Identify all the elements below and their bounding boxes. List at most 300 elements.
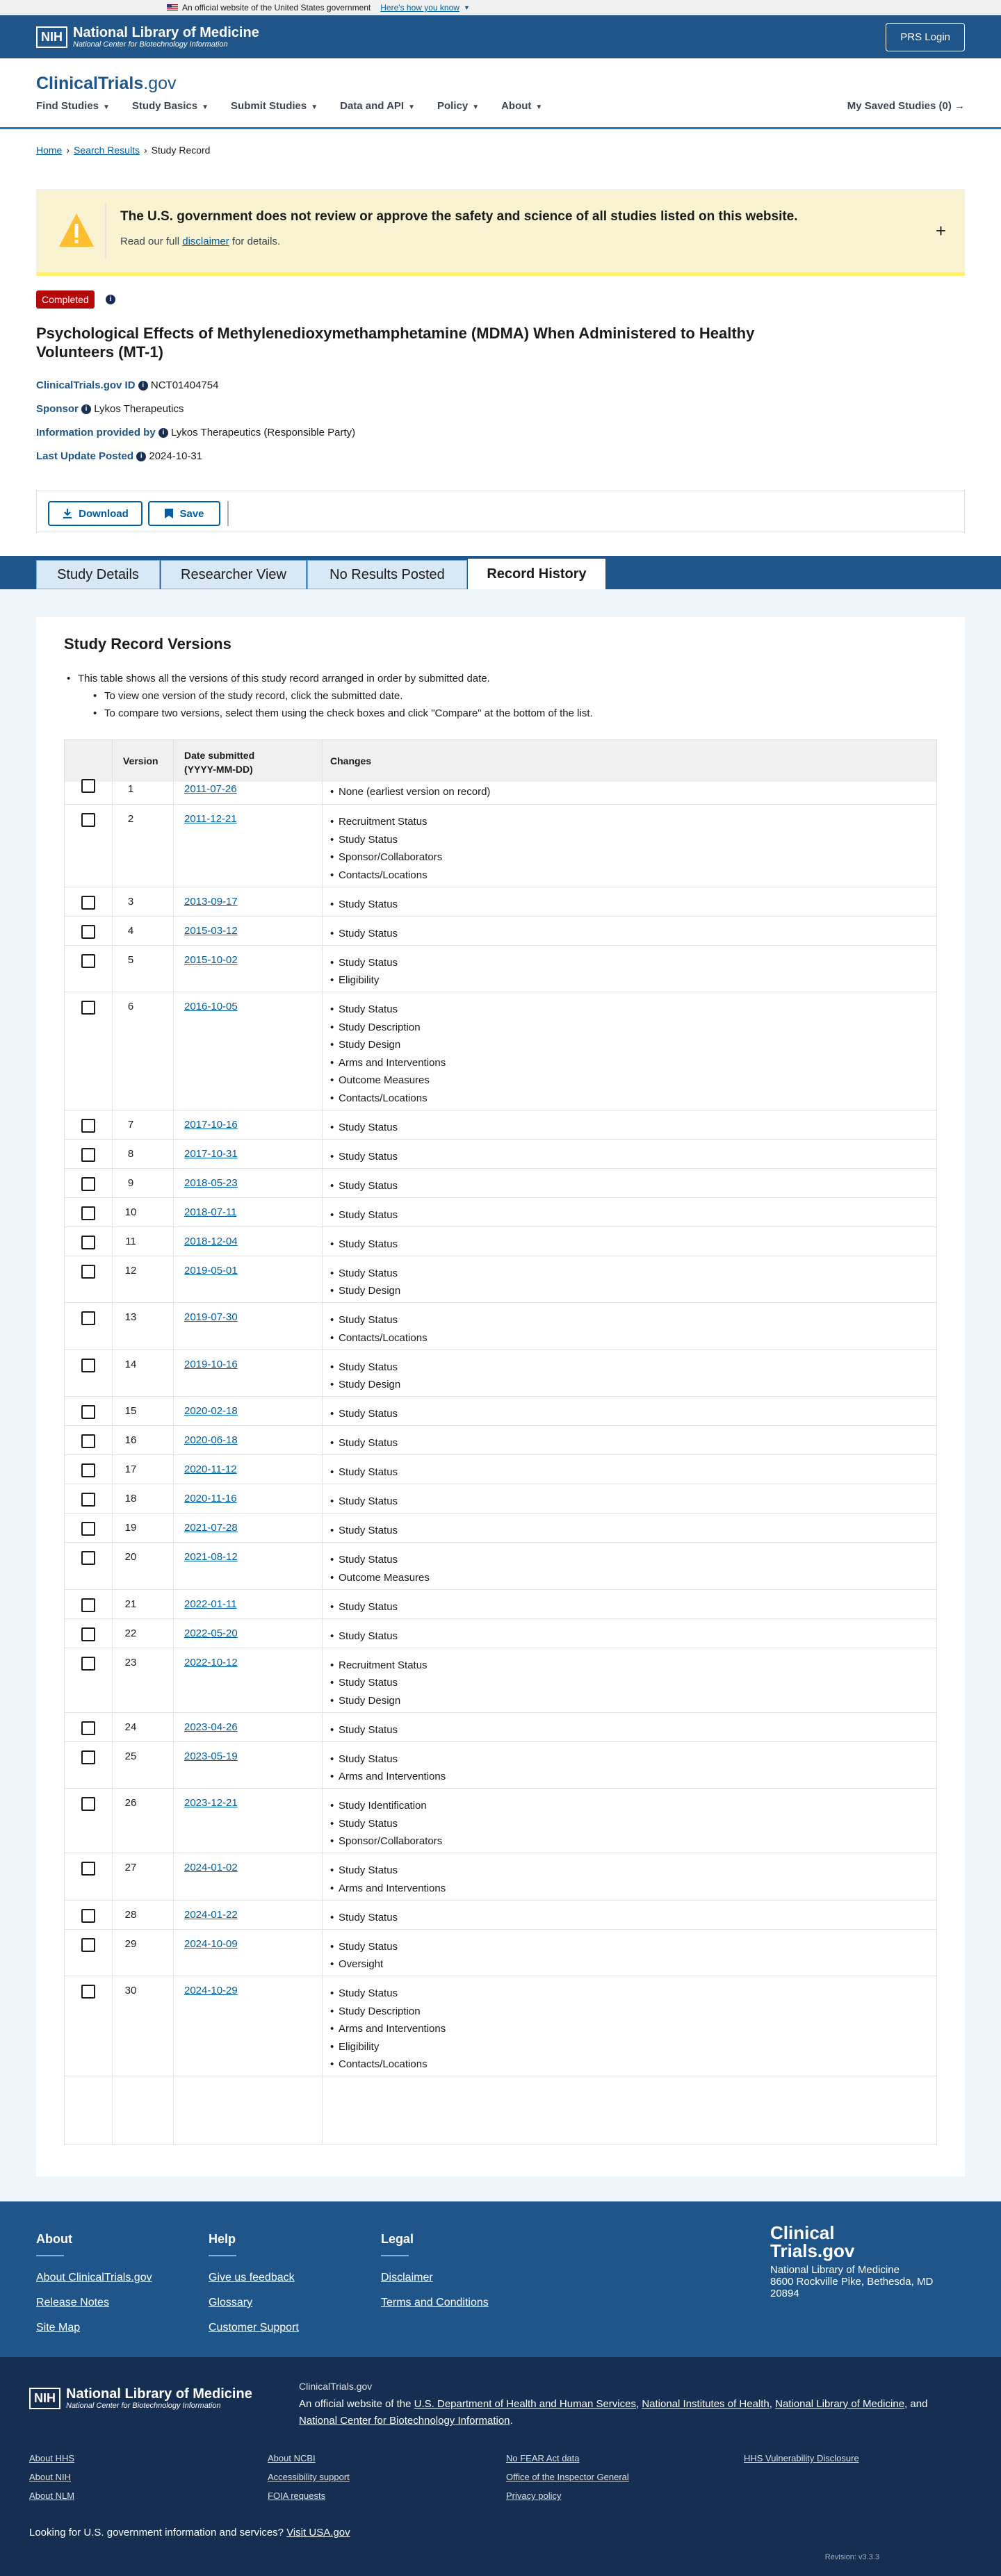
change-item: • Study Status	[330, 1627, 398, 1646]
saved-label: My Saved Studies (0)	[847, 100, 952, 112]
changes-list	[330, 896, 398, 914]
version-checkbox[interactable]	[81, 1265, 95, 1279]
version-date-link[interactable]: 2020-06-18	[184, 1434, 238, 1446]
meta-sponsor-label: Sponsor	[36, 403, 79, 415]
record-history-panel	[36, 617, 965, 2176]
version-checkbox[interactable]	[81, 1985, 95, 1999]
change-item: • Study Status	[330, 1001, 446, 1019]
breadcrumb-search-results[interactable]: Search Results	[74, 145, 140, 156]
version-number: 16	[124, 1434, 137, 1446]
footer-link[interactable]: Glossary	[209, 2297, 253, 2308]
version-checkbox[interactable]	[81, 1522, 95, 1536]
table-row	[65, 782, 937, 805]
version-checkbox[interactable]	[81, 925, 95, 939]
version-date-link[interactable]: 2022-05-20	[184, 1627, 238, 1639]
table-row	[65, 1110, 937, 1140]
version-date-link[interactable]: 2011-12-21	[184, 813, 237, 825]
version-checkbox[interactable]	[81, 1493, 95, 1507]
version-date-link[interactable]: 2023-05-19	[184, 1750, 238, 1762]
nlm-logo[interactable]	[36, 25, 259, 49]
table-row	[65, 1513, 937, 1543]
version-date-link[interactable]: 2018-07-11	[184, 1206, 237, 1218]
version-checkbox[interactable]	[81, 779, 95, 793]
save-label: Save	[179, 507, 204, 520]
change-item: • Study Status	[330, 1522, 398, 1540]
nlm-subtitle: National Center for Biotechnology Information	[73, 40, 228, 49]
table-header	[65, 740, 937, 782]
version-number: 4	[127, 924, 134, 937]
my-saved-studies-link[interactable]	[847, 100, 965, 112]
col-date-line2: (YYYY-MM-DD)	[184, 764, 253, 775]
footer-link[interactable]: About NLM	[29, 2491, 75, 2501]
version-checkbox[interactable]	[81, 1627, 95, 1641]
footer-heading: About	[36, 2232, 72, 2246]
changes-list	[330, 925, 398, 943]
footer-link[interactable]: Disclaimer	[381, 2272, 433, 2283]
change-item: • Study Status	[330, 831, 442, 849]
version-number: 9	[127, 1176, 134, 1189]
download-icon	[62, 508, 73, 519]
chevron-right-icon: ›	[66, 145, 70, 156]
site-logo[interactable]	[36, 74, 177, 94]
change-item: • Study Status	[330, 1434, 398, 1452]
change-item: • Study Design	[330, 1036, 446, 1054]
footer-link[interactable]: About ClinicalTrials.gov	[36, 2272, 152, 2283]
address-line: 20894	[770, 2288, 799, 2299]
version-checkbox[interactable]	[81, 1721, 95, 1735]
info-icon[interactable]: i	[136, 452, 146, 461]
nav-label: Policy	[437, 100, 469, 112]
table-row	[65, 1169, 937, 1198]
meta-update-value: 2024-10-31	[149, 450, 203, 462]
version-date-link[interactable]: 2023-04-26	[184, 1721, 238, 1733]
changes-list	[330, 1265, 400, 1300]
change-item: • Study Status	[330, 896, 398, 914]
nav-label: Study Basics	[131, 100, 198, 112]
tab-record-history[interactable]: Record History	[468, 559, 605, 589]
version-number: 12	[124, 1264, 137, 1277]
change-item: • Study Status	[330, 1359, 400, 1377]
instruction-item: • To view one version of the study record, click the submitted date.	[90, 687, 593, 705]
site-title-prefix: ClinicalTrials	[36, 74, 144, 93]
nav-label: Data and API	[340, 100, 405, 112]
version-date-link[interactable]: 2023-12-21	[184, 1797, 238, 1809]
footer-logo-line2: Trials.gov	[770, 2240, 855, 2261]
version-number: 2	[127, 813, 134, 825]
us-flag-icon	[167, 4, 178, 11]
change-item: • Study Status	[330, 1463, 398, 1482]
version-number: 15	[124, 1405, 137, 1417]
changes-list	[330, 1148, 398, 1166]
table-row	[65, 1976, 937, 2076]
version-checkbox[interactable]	[81, 1001, 95, 1015]
version-number: 6	[127, 1001, 134, 1012]
warning-icon	[58, 212, 95, 248]
version-number: 30	[124, 1985, 137, 1996]
change-item: • Study Description	[330, 1019, 446, 1037]
footer-heading: Legal	[381, 2232, 414, 2246]
table-row	[65, 1713, 937, 1742]
change-item: • Study Status	[330, 1909, 398, 1927]
meta-id-label: ClinicalTrials.gov ID	[36, 379, 136, 391]
nav-label: About	[501, 100, 532, 112]
chevron-down-icon: ▼	[103, 104, 110, 111]
meta-sponsor-value: Lykos Therapeutics	[94, 403, 184, 415]
table-row	[65, 1198, 937, 1227]
version-date-link[interactable]: 2013-09-17	[184, 895, 238, 908]
chevron-right-icon: ›	[143, 145, 147, 156]
footer-link[interactable]: Office of the Inspector General	[506, 2472, 629, 2482]
table-row	[65, 992, 937, 1110]
nav-study-basics[interactable]	[132, 100, 209, 112]
change-item: • Outcome Measures	[330, 1569, 430, 1587]
version-number: 18	[124, 1493, 137, 1504]
change-item: • Study Status	[330, 1815, 442, 1833]
main-nav	[36, 100, 542, 112]
meta-id	[36, 379, 218, 391]
change-item: • Contacts/Locations	[330, 1329, 428, 1347]
nlm-footer-col1	[29, 2453, 74, 2509]
nlm-footer-title: National Library of Medicine	[66, 2386, 252, 2402]
version-date-link[interactable]: 2017-10-31	[184, 1147, 238, 1160]
changes-list	[330, 1909, 398, 1927]
version-date-link[interactable]: 2018-12-04	[184, 1235, 238, 1247]
version-number: 26	[124, 1797, 137, 1809]
table-row	[65, 1543, 937, 1590]
table-row	[65, 1619, 937, 1648]
version-date-link[interactable]: 2022-01-11	[184, 1598, 237, 1610]
footer-help	[209, 2232, 299, 2347]
nlm-bar	[0, 15, 1001, 58]
version-number: 22	[124, 1627, 137, 1639]
table-row	[65, 1789, 937, 1853]
version-date-link[interactable]: 2019-07-30	[184, 1311, 238, 1323]
footer-link[interactable]: Privacy policy	[506, 2491, 562, 2501]
info-icon[interactable]: i	[81, 404, 91, 414]
table-row	[65, 1648, 937, 1713]
version-date-link[interactable]: 2020-02-18	[184, 1405, 238, 1417]
prs-login-button[interactable]: PRS Login	[886, 23, 965, 51]
nlm-footer-col2	[268, 2453, 350, 2509]
disclaimer-link[interactable]: disclaimer	[182, 236, 229, 247]
hhs-link[interactable]: U.S. Department of Health and Human Services	[414, 2398, 636, 2410]
nih-logo-icon: NIH	[36, 26, 67, 48]
change-item: • Study Status	[330, 1674, 428, 1692]
nav-label: Submit Studies	[231, 100, 307, 112]
tab-no-results-posted[interactable]: No Results Posted	[307, 560, 467, 589]
version-date-link[interactable]: 2020-11-16	[184, 1493, 237, 1504]
footer-link[interactable]: FOIA requests	[268, 2491, 326, 2501]
version-date-link[interactable]: 2021-07-28	[184, 1522, 238, 1534]
version-number: 21	[124, 1598, 137, 1610]
looking-text: Looking for U.S. government information and services?	[29, 2527, 284, 2538]
version-checkbox[interactable]	[81, 1236, 95, 1249]
nlm-footer-col3	[506, 2453, 629, 2509]
changes-list	[330, 1311, 428, 1347]
version-checkbox[interactable]	[81, 1657, 95, 1671]
nlm-footer-desc: An official website of the U.S. Department of Health and Human Services, National Institutes of Health, National Library of Medicine, and National Center for Biotechnology Information.	[299, 2398, 928, 2427]
nav-label: Find Studies	[36, 100, 99, 112]
changes-list	[330, 1985, 446, 2074]
footer-heading: Help	[209, 2232, 236, 2246]
alert-text	[120, 236, 280, 247]
save-button[interactable]	[148, 501, 220, 526]
version-checkbox[interactable]	[81, 1359, 95, 1372]
meta-update	[36, 450, 202, 462]
table-row	[65, 1742, 937, 1789]
site-header	[0, 58, 1001, 129]
version-number: 19	[124, 1522, 137, 1534]
col-date	[184, 748, 254, 776]
changes-list	[330, 954, 398, 990]
version-date-link[interactable]: 2024-10-29	[184, 1985, 238, 1996]
heres-how-link[interactable]: Here's how you know	[380, 3, 459, 13]
footer-link[interactable]: No FEAR Act data	[506, 2453, 580, 2463]
version-date-link[interactable]: 2016-10-05	[184, 1001, 238, 1012]
version-date-link[interactable]: 2019-05-01	[184, 1264, 238, 1277]
version-date-link[interactable]: 2024-10-09	[184, 1937, 238, 1950]
expand-plus-icon[interactable]: +	[935, 220, 946, 241]
nih-link[interactable]: National Institutes of Health	[642, 2398, 770, 2410]
footer-link[interactable]: Terms and Conditions	[381, 2297, 489, 2308]
changes-list	[330, 1551, 430, 1586]
table-row	[65, 1397, 937, 1426]
nav-submit-studies[interactable]	[231, 100, 318, 112]
version-number: 13	[124, 1311, 137, 1323]
table-row	[65, 917, 937, 946]
change-item: • Study Design	[330, 1376, 400, 1394]
versions-table	[64, 739, 937, 2144]
looking-for-info	[29, 2527, 350, 2538]
table-row	[65, 1426, 937, 1455]
changes-list	[330, 1001, 446, 1107]
status-badge: Completed	[36, 290, 95, 309]
table-row	[65, 1484, 937, 1513]
ncbi-link[interactable]: National Center for Biotechnology Information	[299, 2415, 510, 2427]
change-item: • Study Status	[330, 925, 398, 943]
footer-link[interactable]: About NCBI	[268, 2453, 316, 2463]
change-item: • Oversight	[330, 1955, 398, 1974]
bookmark-icon	[164, 508, 174, 519]
instruction-item: • To compare two versions, select them using the check boxes and click "Compare" at the bottom of the list.	[90, 705, 593, 722]
version-checkbox[interactable]	[81, 1148, 95, 1162]
record-versions-title: Study Record Versions	[64, 635, 231, 653]
change-item: • Study Status	[330, 1862, 446, 1880]
version-checkbox[interactable]	[81, 1119, 95, 1133]
change-item: • Contacts/Locations	[330, 867, 442, 885]
footer-link[interactable]: Customer Support	[209, 2322, 299, 2333]
table-row	[65, 1256, 937, 1304]
version-checkbox[interactable]	[81, 1598, 95, 1612]
version-checkbox[interactable]	[81, 1909, 95, 1923]
nav-find-studies[interactable]	[36, 100, 110, 112]
footer-link[interactable]: Release Notes	[36, 2297, 109, 2308]
version-number: 10	[124, 1206, 137, 1218]
address-line: 8600 Rockville Pike, Bethesda, MD	[770, 2276, 934, 2288]
download-label: Download	[79, 507, 129, 520]
meta-sponsor	[36, 403, 184, 415]
breadcrumb-home[interactable]: Home	[36, 145, 63, 156]
table-row	[65, 887, 937, 917]
revision-label: Revision: v3.3.3	[824, 2553, 879, 2561]
change-item: • Study Status	[330, 1206, 398, 1224]
nav-about[interactable]	[501, 100, 542, 112]
table-row	[65, 1901, 937, 1930]
nlm-link[interactable]: National Library of Medicine	[775, 2398, 905, 2410]
change-item: • Study Status	[330, 1938, 398, 1956]
table-row	[65, 1140, 937, 1169]
version-checkbox[interactable]	[81, 1862, 95, 1876]
version-checkbox[interactable]	[81, 1177, 95, 1191]
footer-link[interactable]: About NIH	[29, 2472, 71, 2482]
version-number: 17	[124, 1463, 137, 1475]
change-item: • Arms and Interventions	[330, 1054, 446, 1072]
version-date-link[interactable]: 2024-01-22	[184, 1908, 238, 1921]
change-item: • Study Status	[330, 1551, 430, 1569]
version-number: 24	[124, 1721, 137, 1733]
table-row	[65, 946, 937, 993]
footer-link[interactable]: HHS Vulnerability Disclosure	[744, 2453, 859, 2463]
change-item: • Sponsor/Collaborators	[330, 1832, 442, 1851]
version-date-link[interactable]: 2015-10-02	[184, 953, 238, 966]
change-item: • Outcome Measures	[330, 1072, 446, 1090]
version-date-link[interactable]: 2019-10-16	[184, 1358, 238, 1370]
change-item: • Study Design	[330, 1692, 428, 1710]
change-item: • Arms and Interventions	[330, 2020, 446, 2038]
footer-link[interactable]: Site Map	[36, 2322, 81, 2333]
changes-list	[330, 1119, 398, 1137]
version-checkbox[interactable]	[81, 1311, 95, 1325]
tab-researcher-view[interactable]: Researcher View	[161, 560, 307, 589]
alert-divider	[105, 204, 106, 259]
footer-ct-logo[interactable]	[770, 2224, 854, 2260]
changes-list	[330, 1657, 428, 1710]
version-checkbox[interactable]	[81, 1750, 95, 1764]
instruction-item: • This table shows all the versions of this study record arranged in order by submitted date.	[64, 670, 593, 687]
site-title-suffix: .gov	[143, 74, 177, 93]
arrow-right-icon: →	[954, 100, 965, 112]
change-item: • Study Status	[330, 1119, 398, 1137]
version-checkbox[interactable]	[81, 1463, 95, 1477]
change-item: • Study Identification	[330, 1797, 442, 1815]
tabs-bar	[0, 556, 1001, 589]
version-number: 20	[124, 1551, 137, 1563]
footer-link[interactable]: Accessibility support	[268, 2472, 350, 2482]
change-item: • Study Status	[330, 1598, 398, 1616]
col-version: Version	[123, 755, 158, 766]
version-number: 25	[124, 1750, 137, 1762]
version-number: 8	[127, 1147, 134, 1160]
nlm-title: National Library of Medicine	[73, 24, 259, 40]
info-icon[interactable]: i	[106, 295, 115, 304]
version-number: 28	[124, 1908, 137, 1921]
version-date-link[interactable]: 2011-07-26	[184, 783, 237, 795]
meta-info	[36, 427, 355, 438]
change-item: • Study Description	[330, 2003, 446, 2021]
version-number: 14	[124, 1358, 137, 1370]
changes-list	[330, 813, 442, 884]
changes-list	[330, 1493, 398, 1511]
version-checkbox[interactable]	[81, 1551, 95, 1565]
version-date-link[interactable]: 2024-01-02	[184, 1862, 238, 1873]
version-date-link[interactable]: 2020-11-12	[184, 1463, 237, 1475]
version-checkbox[interactable]	[81, 1797, 95, 1811]
version-checkbox[interactable]	[81, 1434, 95, 1448]
footer-link[interactable]: About HHS	[29, 2453, 75, 2463]
version-date-link[interactable]: 2015-03-12	[184, 924, 238, 937]
changes-list	[330, 1862, 446, 1897]
nih-logo-icon: NIH	[29, 2388, 60, 2409]
change-item: • Contacts/Locations	[330, 2056, 446, 2074]
change-item: • Study Status	[330, 1493, 398, 1511]
changes-list	[330, 1434, 398, 1452]
info-icon[interactable]: i	[158, 428, 168, 438]
version-checkbox[interactable]	[81, 896, 95, 910]
change-item: • Study Status	[330, 1405, 398, 1423]
version-date-link[interactable]: 2017-10-16	[184, 1118, 238, 1131]
changes-list	[330, 1627, 398, 1646]
nav-data-api[interactable]	[340, 100, 415, 112]
version-checkbox[interactable]	[81, 1206, 95, 1220]
alert-text-post: for details.	[231, 236, 281, 247]
table-row	[65, 1350, 937, 1397]
change-item: • Study Status	[330, 1177, 398, 1195]
version-date-link[interactable]: 2021-08-12	[184, 1551, 238, 1563]
chevron-down-icon: ▼	[408, 104, 415, 111]
tab-study-details[interactable]: Study Details	[36, 560, 160, 589]
gov-banner-text: An official website of the United States government	[182, 3, 371, 13]
change-item: • Eligibility	[330, 971, 398, 990]
chevron-down-icon: ▼	[202, 104, 209, 111]
footer-link[interactable]: Give us feedback	[209, 2272, 295, 2283]
chevron-down-icon: ▼	[463, 4, 470, 11]
nav-policy[interactable]	[437, 100, 479, 112]
version-checkbox[interactable]	[81, 1405, 95, 1419]
footer-logo-line1: Clinical	[770, 2222, 835, 2243]
version-number: 3	[127, 895, 134, 908]
version-checkbox[interactable]	[81, 1938, 95, 1952]
gov-banner	[0, 0, 1001, 15]
changes-list	[330, 1797, 442, 1851]
change-item: • Recruitment Status	[330, 813, 442, 831]
table-row	[65, 1930, 937, 1977]
version-checkbox[interactable]	[81, 813, 95, 827]
change-item: • Sponsor/Collaborators	[330, 848, 442, 867]
changes-list	[330, 1206, 398, 1224]
download-button[interactable]	[48, 501, 143, 526]
nlm-footer-logo[interactable]	[29, 2386, 252, 2411]
changes-list	[330, 1359, 400, 1394]
site-footer	[0, 2201, 1001, 2357]
table-row	[65, 1227, 937, 1256]
change-item: • Study Status	[330, 1750, 446, 1769]
actions-bar	[36, 491, 965, 532]
footer-legal	[381, 2232, 489, 2322]
meta-info-label: Information provided by	[36, 427, 156, 438]
alert-text-pre: Read our full	[120, 236, 180, 247]
version-number: 1	[127, 783, 134, 795]
col-date-line1: Date submitted	[184, 750, 255, 761]
version-date-link[interactable]: 2018-05-23	[184, 1176, 238, 1189]
nlm-footer-subtitle: National Center for Biotechnology Information	[66, 2402, 221, 2410]
version-checkbox[interactable]	[81, 954, 95, 968]
table-row	[65, 1853, 937, 1901]
table-row	[65, 805, 937, 887]
usa-gov-link[interactable]: Visit USA.gov	[286, 2527, 350, 2538]
info-icon[interactable]: i	[138, 381, 148, 391]
version-number: 7	[127, 1118, 134, 1131]
version-date-link[interactable]: 2022-10-12	[184, 1656, 238, 1668]
